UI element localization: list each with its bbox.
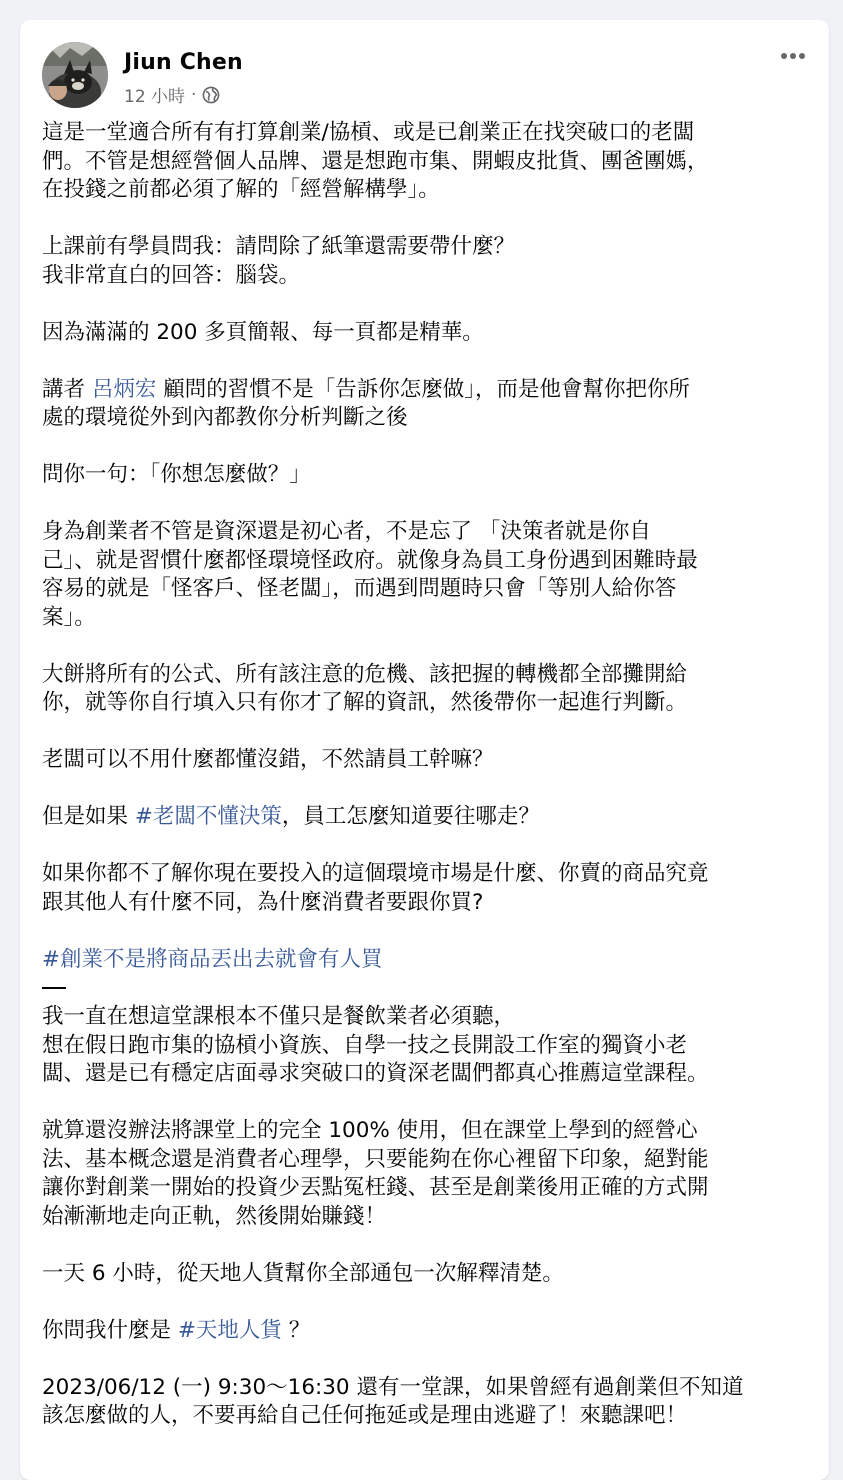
post-card bbox=[20, 20, 829, 1480]
text-line: 2023/06/12 (一) 9:30～16:30 還有一堂課，如果曾經有過創業但不知道 bbox=[42, 1374, 744, 1400]
post-meta bbox=[124, 82, 220, 107]
paragraph-boss bbox=[42, 746, 814, 775]
text-line bbox=[42, 376, 814, 405]
text-line: 們。不管是想經營個人品牌、還是想跑市集、開蝦皮批貨、團爸團媽， bbox=[42, 148, 709, 174]
text-line: 我一直在想這堂課根本不僅只是餐飲業者必須聽， bbox=[42, 1004, 516, 1029]
text-fragment: ，員工怎麼知道要往哪走？ bbox=[281, 804, 540, 829]
text-fragment: 但是如果 bbox=[42, 804, 135, 829]
text-line: 己」、就是習慣什麼都怪環境怪政府。就像身為員工身份遇到困難時最 bbox=[42, 547, 698, 573]
post-header bbox=[20, 20, 829, 120]
text-line: 容易的就是「怪客戶、怪老闆」，而遇到問題時只會「等別人給你答 bbox=[42, 576, 677, 601]
text-line: 身為創業者不管是資深還是初心者，不是忘了 「決策者就是你自 bbox=[42, 519, 651, 544]
paragraph-speaker bbox=[42, 376, 814, 433]
author-name[interactable]: Jiun Chen bbox=[124, 50, 243, 75]
globe-icon[interactable] bbox=[202, 86, 220, 104]
post-body bbox=[42, 119, 814, 1459]
text-line: 如果你都不了解你現在要投入的這個環境市場是什麼、你賣的商品究竟 bbox=[42, 861, 709, 886]
text-line bbox=[42, 803, 814, 832]
avatar[interactable] bbox=[42, 42, 108, 108]
paragraph-intro bbox=[42, 119, 814, 205]
text-line: 我非常直白的回答：腦袋。 bbox=[42, 262, 301, 288]
paragraph-entrepreneur bbox=[42, 518, 814, 632]
text-fragment: 顧問的習慣不是「告訴你怎麼做」，而是他會幫你把你所 bbox=[156, 376, 690, 402]
paragraph-recommend bbox=[42, 1003, 814, 1089]
paragraph-benefit bbox=[42, 1117, 814, 1231]
more-dot bbox=[790, 53, 796, 59]
text-line: 就算還沒辦法將課堂上的完全 100% 使用，但在課堂上學到的經營心 bbox=[42, 1118, 698, 1143]
paragraph-duration bbox=[42, 1260, 814, 1289]
paragraph-ask bbox=[42, 461, 814, 490]
paragraph-formulas bbox=[42, 661, 814, 718]
text-line: 想在假日跑市集的協槓小資族、自學一技之長開設工作室的獨資小老 bbox=[42, 1032, 688, 1058]
hashtag-link[interactable]: #天地人貨 bbox=[177, 1317, 282, 1343]
text-fragment: 講者 bbox=[42, 376, 92, 402]
text-line bbox=[42, 1317, 814, 1346]
text-line: 一天 6 小時，從天地人貨幫你全部通包一次解釋清楚。 bbox=[42, 1260, 564, 1286]
divider-dash bbox=[42, 987, 66, 989]
paragraph-hashtag bbox=[42, 946, 814, 975]
text-line: 老闆可以不用什麼都懂沒錯，不然請員工幹嘛？ bbox=[42, 747, 494, 772]
text-line: 你，就等你自行填入只有你才了解的資訊，然後帶你一起進行判斷。 bbox=[42, 690, 688, 715]
text-line: 因為滿滿的 200 多頁簡報、每一頁都是精華。 bbox=[42, 319, 484, 345]
text-fragment: 你問我什麼是 bbox=[42, 1317, 178, 1343]
paragraph-schedule bbox=[42, 1374, 814, 1431]
meta-separator: · bbox=[191, 84, 197, 105]
text-line: 法、基本概念還是消費者心理學，只要能夠在你心裡留下印象，絕對能 bbox=[42, 1146, 709, 1172]
paragraph-question bbox=[42, 233, 814, 290]
text-line: 始漸漸地走向正軌，然後開始賺錢！ bbox=[42, 1203, 387, 1229]
paragraph-market bbox=[42, 860, 814, 917]
hashtag-link[interactable]: #老闆不懂決策 bbox=[134, 804, 282, 829]
text-line: 該怎麼做的人，不要再給自己任何拖延或是理由逃避了！來聽課吧！ bbox=[42, 1403, 688, 1428]
more-options-icon[interactable] bbox=[777, 44, 809, 68]
text-line: 案」。 bbox=[42, 604, 96, 630]
text-line: 讓你對創業一開始的投資少丟點冤枉錢、甚至是創業後用正確的方式開 bbox=[42, 1175, 709, 1200]
more-dot bbox=[799, 53, 805, 59]
paragraph-decision bbox=[42, 803, 814, 832]
hashtag-link[interactable]: #創業不是將商品丟出去就會有人買 bbox=[42, 946, 383, 972]
text-line: 跟其他人有什麼不同，為什麼消費者要跟你買? bbox=[42, 889, 484, 915]
paragraph-what-is bbox=[42, 1317, 814, 1346]
text-line: 在投錢之前都必須了解的「經營解構學」。 bbox=[42, 177, 440, 202]
avatar-image bbox=[42, 42, 108, 108]
speaker-mention-link[interactable]: 呂炳宏 bbox=[91, 376, 157, 402]
text-line: 處的環境從外到內都教你分析判斷之後 bbox=[42, 405, 408, 430]
text-line: 問你一句：「你想怎麼做？」 bbox=[42, 462, 311, 487]
paragraph-slides bbox=[42, 319, 814, 348]
text-line: 大餅將所有的公式、所有該注意的危機、該把握的轉機都全部攤開給 bbox=[42, 661, 688, 687]
post-time[interactable]: 12 小時 bbox=[124, 87, 186, 107]
text-line: 上課前有學員問我：請問除了紙筆還需要帶什麼？ bbox=[42, 234, 516, 259]
text-line: 這是一堂適合所有有打算創業/協槓、或是已創業正在找突破口的老闆 bbox=[42, 120, 695, 145]
text-fragment: ？ bbox=[281, 1317, 311, 1343]
more-dot bbox=[781, 53, 787, 59]
text-line: 闆、還是已有穩定店面尋求突破口的資深老闆們都真心推薦這堂課程。 bbox=[42, 1061, 709, 1086]
